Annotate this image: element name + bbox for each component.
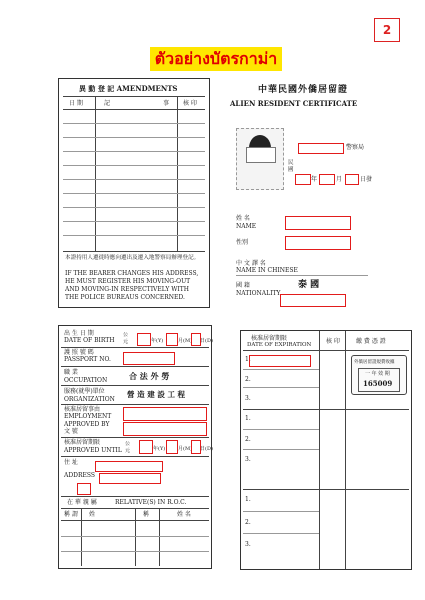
passport-zh-label: 護 照 號 碼	[64, 349, 94, 356]
col-seal: 核 印	[326, 338, 340, 345]
notice-en-4: THE POLICE BUREAUS CONCERNED.	[65, 294, 185, 301]
row-3c: 3.	[245, 541, 251, 548]
dob-en-label: DATE OF BIRTH	[64, 337, 115, 344]
name-zh-label: 姓 名	[236, 215, 250, 222]
redacted-name-2	[285, 236, 351, 250]
nationality-zh-label: 國 籍	[236, 282, 250, 289]
sample-card-banner: ตัวอย่างบัตรกาม่า	[150, 47, 282, 71]
passport-en-label: PASSPORT NO.	[64, 356, 111, 363]
dob-unit-month: 月(M)	[178, 338, 193, 344]
occupation-en-label: OCCUPATION	[64, 377, 108, 384]
redacted-dob-year	[137, 333, 151, 346]
redacted-address-1	[95, 461, 163, 472]
occupation-value: 合 法 外 勞	[129, 371, 170, 381]
until-unit-month: 月(M)	[178, 446, 193, 452]
col-matter: 事	[163, 100, 170, 107]
roc-label: 民國	[288, 160, 294, 173]
stamp-inner-box	[358, 368, 400, 392]
until-unit-era: 公元	[125, 441, 131, 454]
employment-en-label: EMPLOYMENT	[64, 413, 112, 420]
year-label: 年	[311, 176, 318, 183]
relatives-zh-label: 在 華 親 屬	[67, 499, 97, 506]
col-name3: 姓 名	[177, 511, 191, 518]
until-unit-year: 年(Y)	[153, 446, 166, 452]
police-label: 警察局	[346, 144, 365, 151]
redacted-approval-no	[123, 422, 207, 436]
row-1a: 1.	[245, 356, 251, 363]
col-name: 姓	[89, 511, 96, 518]
redacted-address-2	[99, 473, 161, 484]
redacted-issue-month	[319, 174, 335, 185]
redacted-name	[285, 216, 351, 230]
redacted-address-3	[77, 483, 91, 495]
redacted-passport-no	[123, 352, 175, 365]
redacted-issue-year	[295, 174, 311, 185]
dob-unit-year: 年(Y)	[151, 338, 164, 344]
row-3a: 3.	[245, 395, 251, 402]
org-value: 營 造 建 設 工 程	[127, 390, 186, 399]
certificate-page	[218, 78, 378, 306]
col-note: 記	[104, 100, 111, 107]
address-en-label: ADDRESS	[64, 472, 95, 479]
row-1c: 1.	[245, 496, 251, 503]
nationality-value: 泰 國	[298, 280, 320, 290]
redacted-until-year	[139, 440, 153, 454]
approved-until-zh-label: 核准居留期限	[64, 439, 101, 446]
notice-en-1: IF THE BEARER CHANGES HIS ADDRESS,	[65, 270, 199, 277]
redacted-issue-day	[345, 174, 359, 185]
row-2a: 2.	[245, 376, 251, 383]
redacted-dob-month	[166, 333, 178, 346]
col-approve: 核 印	[183, 100, 197, 107]
org-en-label: ORGANIZATION	[64, 396, 115, 403]
row-2b: 2.	[245, 436, 251, 443]
details-page	[58, 325, 212, 569]
row-2c: 2.	[245, 519, 251, 526]
amendments-title: 異 動 登 記 AMENDMENTS	[79, 84, 178, 93]
approved-by-en-label: APPROVED BY	[64, 421, 110, 428]
col-relation: 稱 謂	[64, 511, 78, 518]
sex-label: 性別	[236, 239, 249, 246]
expiration-title-en: DATE OF EXPIRATION	[247, 342, 312, 348]
stamp-top-text: 外僑居留證規費收據	[354, 360, 395, 365]
employment-zh-label: 核准居留事由	[64, 406, 101, 413]
org-zh-label: 服務(就學)單位	[64, 388, 105, 395]
amendments-page	[58, 78, 210, 308]
dob-unit-era: 公元	[123, 332, 129, 345]
notice-zh: 本證持用人遷徙時應向遷出及遷入地警察局辦理登記。	[65, 255, 200, 261]
page-number: 2	[374, 18, 400, 42]
notice-en-3: AND MOVING-IN RESPECTIVELY WITH	[65, 286, 190, 293]
redacted-expiration-1	[249, 355, 311, 367]
redacted-until-month	[166, 440, 178, 454]
col-relation2: 稱	[143, 511, 150, 518]
row-3b: 3.	[245, 456, 251, 463]
col-date: 日 期	[69, 100, 83, 107]
stamp-mid-text: 一 年 效 期	[365, 371, 390, 377]
certificate-title-en: ALIEN RESIDENT CERTIFICATE	[230, 99, 358, 108]
month-label: 月	[336, 176, 343, 183]
nationality-en-label: NATIONALITY	[236, 290, 281, 297]
cname-zh-label: 中 文 譯 名	[236, 260, 266, 267]
dob-zh-label: 出 生 日 期	[64, 330, 94, 337]
approved-until-en-label: APPROVED UNTIL	[64, 447, 122, 454]
day-label: 日發	[360, 176, 373, 183]
redacted-employment	[123, 407, 207, 421]
redacted-police-bureau	[298, 143, 344, 154]
approved-by-zh-label: 文 號	[64, 428, 78, 435]
fee-receipt-stamp	[351, 355, 407, 395]
occupation-zh-label: 職 業	[64, 369, 78, 376]
name-en-label: NAME	[236, 223, 257, 230]
certificate-title-zh: 中華民國外僑居留證	[258, 85, 349, 95]
dob-unit-day: 日(D)	[200, 338, 213, 344]
expiration-title-zh: 核准居留期限	[251, 335, 288, 342]
col-fee: 繳 費 憑 證	[356, 338, 386, 345]
until-unit-day: 日(D)	[200, 446, 213, 452]
relatives-en-label: RELATIVE(S) IN R.O.C.	[115, 499, 187, 506]
cname-en-label: NAME IN CHINESE	[236, 267, 298, 274]
address-zh-label: 住 址	[64, 459, 78, 466]
photo-placeholder	[236, 128, 284, 190]
row-1b: 1.	[245, 415, 251, 422]
expiration-page	[240, 330, 412, 570]
notice-en-2: HE MUST REGISTER HIS MOVING-OUT	[65, 278, 191, 285]
stamp-number: 165009	[363, 379, 393, 388]
redacted-chinese-name	[280, 294, 346, 307]
photo-face-mask	[246, 147, 276, 163]
